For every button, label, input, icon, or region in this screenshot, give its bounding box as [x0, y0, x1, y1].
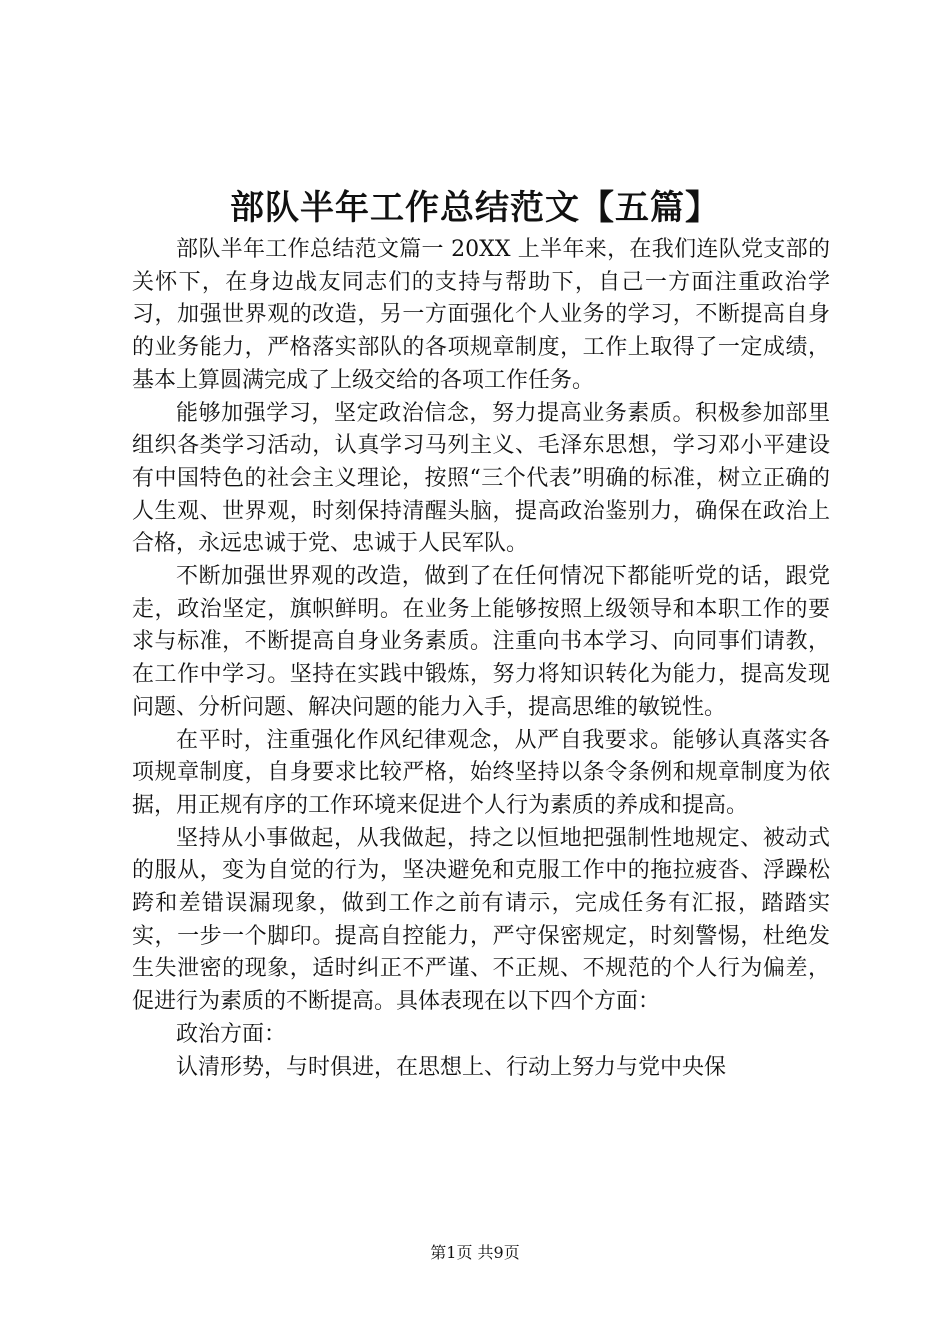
page-footer: 第1页 共9页 — [430, 1243, 520, 1262]
paragraph: 坚持从小事做起，从我做起，持之以恒地把强制性地规定、被动式的服从，变为自觉的行为，坚决避免和克服工作中的拖拉疲沓、浮躁松跨和差错误漏现象，做到工作之前有请示，完成任务有汇报，踏踏实实，一步一个脚印。提高自控能力，严守保密规定，时刻警惕，杜绝发生失泄密的现象，适时纠正不严谨、不正规、不规范的个人行为偏差，促进行为素质的不断提高。具体表现在以下四个方面： — [132, 825, 830, 1015]
paragraph: 在平时，注重强化作风纪律观念，从严自我要求。能够认真落实各项规章制度，自身要求比较严格，始终坚持以条令条例和规章制度为依据，用正规有序的工作环境来促进个人行为素质的养成和提高。 — [132, 727, 830, 818]
document-body — [132, 234, 830, 1084]
paragraph: 部队半年工作总结范文篇一 20XX 上半年来，在我们连队党支部的关怀下，在身边战友同志们的支持与帮助下，自己一方面注重政治学习，加强世界观的改造，另一方面强化个人业务的学习，不断提高自身的业务能力，严格落实部队的各项规章制度，工作上取得了一定成绩，基本上算圆满完成了上级交给的各项工作任务。 — [132, 237, 830, 393]
paragraph: 认清形势，与时俱进，在思想上、行动上努力与党中央保 — [176, 1054, 727, 1080]
document-title: 部队半年工作总结范文【五篇】 — [230, 188, 720, 228]
paragraph: 不断加强世界观的改造，做到了在任何情况下都能听党的话，跟党走，政治坚定，旗帜鲜明。在业务上能够按照上级领导和本职工作的要求与标准，不断提高自身业务素质。注重向书本学习、向同事们请教，在工作中学习。坚持在实践中锻炼，努力将知识转化为能力，提高发现问题、分析问题、解决问题的能力入手，提高思维的敏锐性。 — [132, 564, 830, 720]
section-heading: 政治方面： — [176, 1021, 287, 1047]
paragraph: 能够加强学习，坚定政治信念，努力提高业务素质。积极参加部里组织各类学习活动，认真学习马列主义、毛泽东思想，学习邓小平建设有中国特色的社会主义理论，按照“三个代表”明确的标准，树立正确的人生观、世界观，时刻保持清醒头脑，提高政治鉴别力，确保在政治上合格，永远忠诚于党、忠诚于人民军队。 — [132, 400, 830, 557]
